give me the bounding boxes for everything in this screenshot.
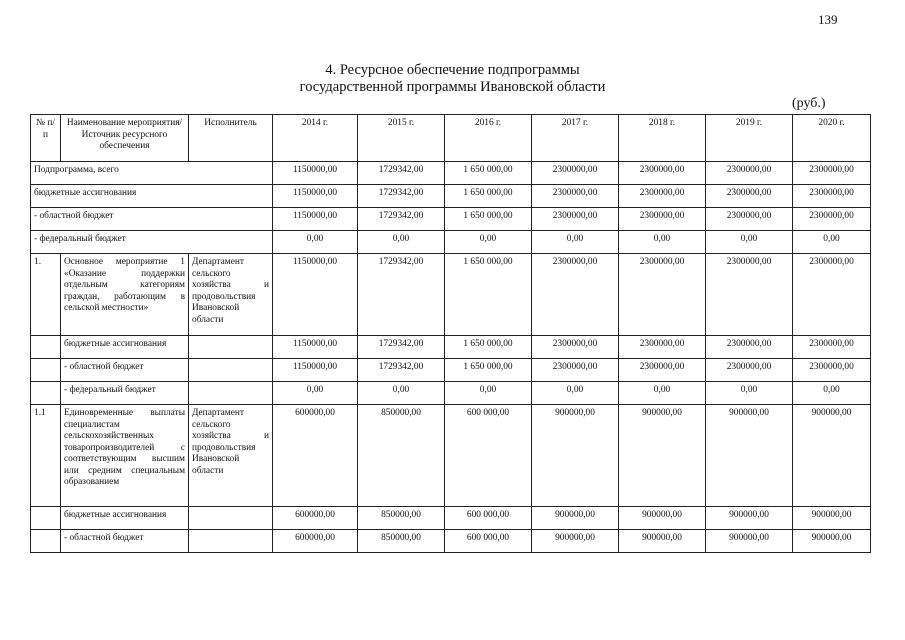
row-executor: Департамент сельского хозяйства и продовольствия Ивановской области xyxy=(189,254,273,336)
header-cell: Исполнитель xyxy=(189,115,273,162)
header-cell: 2014 г. xyxy=(273,115,358,162)
value-cell: 600 000,00 xyxy=(445,507,532,530)
row-name: - федеральный бюджет xyxy=(61,382,189,405)
value-cell: 2300000,00 xyxy=(706,185,793,208)
value-cell: 0,00 xyxy=(793,231,871,254)
value-cell: 900000,00 xyxy=(532,530,619,553)
row-executor: Департамент сельского хозяйства и продовольствия Ивановской области xyxy=(189,405,273,507)
row-name: бюджетные ассигнования xyxy=(61,507,189,530)
header-cell: № п/п xyxy=(31,115,61,162)
value-cell: 0,00 xyxy=(445,382,532,405)
table-row xyxy=(31,507,871,530)
value-cell: 600 000,00 xyxy=(445,405,532,507)
value-cell: 1150000,00 xyxy=(273,208,358,231)
value-cell: 0,00 xyxy=(358,231,445,254)
value-cell: 1150000,00 xyxy=(273,254,358,336)
value-cell: 900000,00 xyxy=(706,405,793,507)
value-cell: 600000,00 xyxy=(273,405,358,507)
unit-label: (руб.) xyxy=(792,96,826,111)
value-cell: 2300000,00 xyxy=(619,185,706,208)
value-cell: 2300000,00 xyxy=(793,359,871,382)
row-name: - областной бюджет xyxy=(61,530,189,553)
row-label: - федеральный бюджет xyxy=(31,231,273,254)
table-row xyxy=(31,254,871,336)
table-row xyxy=(31,336,871,359)
row-label: бюджетные ассигнования xyxy=(31,185,273,208)
value-cell: 900000,00 xyxy=(706,530,793,553)
value-cell: 2300000,00 xyxy=(706,162,793,185)
value-cell: 2300000,00 xyxy=(619,336,706,359)
table-row xyxy=(31,359,871,382)
value-cell: 1 650 000,00 xyxy=(445,359,532,382)
value-cell: 1150000,00 xyxy=(273,162,358,185)
value-cell: 0,00 xyxy=(273,231,358,254)
value-cell: 0,00 xyxy=(532,231,619,254)
value-cell: 2300000,00 xyxy=(706,208,793,231)
value-cell: 0,00 xyxy=(706,231,793,254)
value-cell: 2300000,00 xyxy=(532,359,619,382)
row-label: - областной бюджет xyxy=(31,208,273,231)
value-cell: 0,00 xyxy=(358,382,445,405)
value-cell: 2300000,00 xyxy=(532,336,619,359)
value-cell: 1150000,00 xyxy=(273,185,358,208)
value-cell: 850000,00 xyxy=(358,507,445,530)
row-label: Подпрограмма, всего xyxy=(31,162,273,185)
value-cell: 2300000,00 xyxy=(532,162,619,185)
value-cell: 1 650 000,00 xyxy=(445,162,532,185)
row-executor xyxy=(189,359,273,382)
value-cell: 0,00 xyxy=(445,231,532,254)
header-cell: 2018 г. xyxy=(619,115,706,162)
value-cell: 900000,00 xyxy=(793,507,871,530)
row-name: Единовременные выплаты специалистам сельскохозяйственных товаропроизводителей с соответствующим высшим или средним специальным образованием xyxy=(61,405,189,507)
value-cell: 1 650 000,00 xyxy=(445,254,532,336)
header-cell: 2015 г. xyxy=(358,115,445,162)
table-row xyxy=(31,208,871,231)
document-title xyxy=(0,62,905,96)
value-cell: 900000,00 xyxy=(619,507,706,530)
header-cell: 2019 г. xyxy=(706,115,793,162)
title-line-2: государственной программы Ивановской области xyxy=(299,79,606,95)
header-cell: 2020 г. xyxy=(793,115,871,162)
row-number xyxy=(31,359,61,382)
page-number: 139 xyxy=(818,12,838,27)
value-cell: 900000,00 xyxy=(532,405,619,507)
row-number xyxy=(31,382,61,405)
value-cell: 600000,00 xyxy=(273,507,358,530)
value-cell: 2300000,00 xyxy=(793,208,871,231)
value-cell: 2300000,00 xyxy=(706,359,793,382)
value-cell: 900000,00 xyxy=(619,405,706,507)
row-number xyxy=(31,530,61,553)
value-cell: 900000,00 xyxy=(532,507,619,530)
header-cell: 2017 г. xyxy=(532,115,619,162)
value-cell: 2300000,00 xyxy=(532,254,619,336)
value-cell: 2300000,00 xyxy=(706,336,793,359)
table-row xyxy=(31,185,871,208)
value-cell: 900000,00 xyxy=(793,405,871,507)
value-cell: 900000,00 xyxy=(619,530,706,553)
value-cell: 2300000,00 xyxy=(532,185,619,208)
row-name: бюджетные ассигнования xyxy=(61,336,189,359)
row-number: 1. xyxy=(31,254,61,336)
row-executor xyxy=(189,336,273,359)
table-row xyxy=(31,405,871,507)
row-number: 1.1 xyxy=(31,405,61,507)
value-cell: 1729342,00 xyxy=(358,185,445,208)
value-cell: 2300000,00 xyxy=(793,185,871,208)
value-cell: 1729342,00 xyxy=(358,254,445,336)
value-cell: 0,00 xyxy=(619,231,706,254)
value-cell: 1729342,00 xyxy=(358,162,445,185)
table-row xyxy=(31,162,871,185)
value-cell: 1150000,00 xyxy=(273,336,358,359)
title-line-1: 4. Ресурсное обеспечение подпрограммы xyxy=(325,62,580,78)
value-cell: 850000,00 xyxy=(358,530,445,553)
value-cell: 2300000,00 xyxy=(619,359,706,382)
value-cell: 2300000,00 xyxy=(619,254,706,336)
value-cell: 2300000,00 xyxy=(619,208,706,231)
row-number xyxy=(31,507,61,530)
value-cell: 1729342,00 xyxy=(358,336,445,359)
row-name: - областной бюджет xyxy=(61,359,189,382)
table-row xyxy=(31,530,871,553)
value-cell: 2300000,00 xyxy=(532,208,619,231)
row-number xyxy=(31,336,61,359)
row-executor xyxy=(189,382,273,405)
value-cell: 1150000,00 xyxy=(273,359,358,382)
value-cell: 900000,00 xyxy=(706,507,793,530)
table-row xyxy=(31,231,871,254)
value-cell: 1 650 000,00 xyxy=(445,185,532,208)
value-cell: 2300000,00 xyxy=(793,254,871,336)
value-cell: 0,00 xyxy=(273,382,358,405)
value-cell: 2300000,00 xyxy=(793,336,871,359)
resource-table xyxy=(30,114,871,553)
value-cell: 2300000,00 xyxy=(706,254,793,336)
value-cell: 1729342,00 xyxy=(358,359,445,382)
value-cell: 600000,00 xyxy=(273,530,358,553)
value-cell: 1 650 000,00 xyxy=(445,336,532,359)
table-row xyxy=(31,382,871,405)
value-cell: 600 000,00 xyxy=(445,530,532,553)
value-cell: 0,00 xyxy=(532,382,619,405)
value-cell: 1729342,00 xyxy=(358,208,445,231)
row-executor xyxy=(189,530,273,553)
value-cell: 0,00 xyxy=(793,382,871,405)
row-executor xyxy=(189,507,273,530)
value-cell: 2300000,00 xyxy=(793,162,871,185)
header-cell: 2016 г. xyxy=(445,115,532,162)
header-cell: Наименование мероприятия/Источник ресурсного обеспечения xyxy=(61,115,189,162)
header-row xyxy=(31,115,871,162)
value-cell: 900000,00 xyxy=(793,530,871,553)
value-cell: 1 650 000,00 xyxy=(445,208,532,231)
value-cell: 0,00 xyxy=(706,382,793,405)
value-cell: 0,00 xyxy=(619,382,706,405)
value-cell: 850000,00 xyxy=(358,405,445,507)
row-name: Основное мероприятие 1 «Оказание поддержки отдельным категориям граждан, работающим в сельской местности» xyxy=(61,254,189,336)
value-cell: 2300000,00 xyxy=(619,162,706,185)
